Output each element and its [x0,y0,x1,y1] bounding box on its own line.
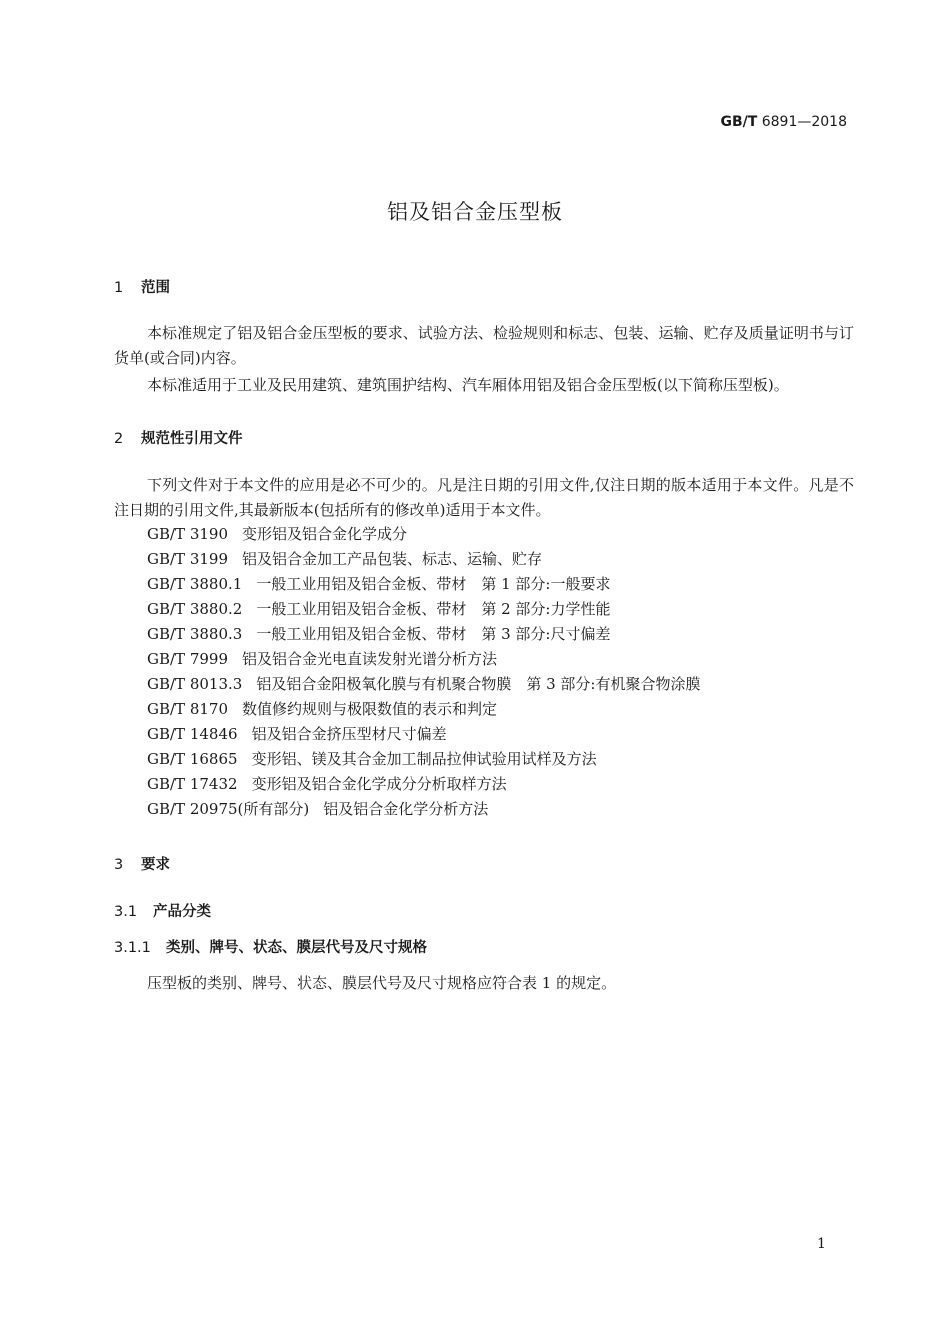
section-title: 范围 [141,280,170,296]
section-number: 1 [114,280,124,296]
reference-title: 铝及铝合金加工产品包装、标志、运输、贮存 [242,550,543,568]
reference-code: GB/T 3880.1 [147,575,243,593]
section-1-heading [114,276,170,297]
reference-item [147,648,497,669]
reference-code: GB/T 7999 [147,650,229,668]
reference-title: 变形铝、镁及其合金加工制品拉伸试验用试样及方法 [251,750,597,768]
reference-title: 一般工业用铝及铝合金板、带材 第 2 部分:力学性能 [256,600,611,618]
section-3-1-1-text: 压型板的类别、牌号、状态、膜层代号及尺寸规格应符合表 1 的规定。 [147,974,617,992]
reference-title: 数值修约规则与极限数值的表示和判定 [242,700,498,718]
section-number: 3.1 [114,904,138,920]
section-title: 规范性引用文件 [141,431,243,447]
reference-item [147,673,700,694]
reference-item [147,773,507,794]
reference-code: GB/T 3880.2 [147,600,243,618]
reference-title: 变形铝及铝合金化学成分 [242,525,408,543]
reference-code: GB/T 8013.3 [147,675,243,693]
section-3-1-heading [114,900,211,921]
reference-title: 变形铝及铝合金化学成分分析取样方法 [251,775,507,793]
reference-title: 铝及铝合金阳极氧化膜与有机聚合物膜 第 3 部分:有机聚合物涂膜 [256,675,701,693]
section-title: 产品分类 [153,904,211,920]
reference-item [147,723,447,744]
reference-code: GB/T 14846 [147,725,238,743]
reference-code: GB/T 3190 [147,525,229,543]
reference-title: 一般工业用铝及铝合金板、带材 第 1 部分:一般要求 [256,575,611,593]
reference-code: GB/T 20975(所有部分) [147,800,310,818]
reference-title: 一般工业用铝及铝合金板、带材 第 3 部分:尺寸偏差 [256,625,611,643]
document-title: 铝及铝合金压型板 [387,200,563,224]
section-2-intro: 下列文件对于本文件的应用是必不可少的。凡是注日期的引用文件,仅注日期的版本适用于本文件。凡是不注日期的引用文件,其最新版本(包括所有的修改单)适用于本文件。 [114,476,854,519]
reference-title: 铝及铝合金化学分析方法 [323,800,489,818]
reference-code: GB/T 17432 [147,775,238,793]
reference-item [147,623,610,644]
section-title: 要求 [141,857,170,873]
section-1-paragraph-2: 本标准适用于工业及民用建筑、建筑围护结构、汽车厢体用铝及铝合金压型板(以下简称压型板)。 [147,376,789,394]
section-number: 2 [114,431,124,447]
reference-item [147,798,488,819]
reference-item [147,748,597,769]
section-3-1-1-heading [114,936,427,957]
reference-item [147,573,610,594]
reference-item [147,548,542,569]
reference-item [147,598,610,619]
reference-code: GB/T 16865 [147,750,238,768]
section-number: 3 [114,857,124,873]
standard-prefix: GB/T [720,114,758,130]
reference-code: GB/T 3199 [147,550,229,568]
section-3-heading [114,853,170,874]
page-number: 1 [817,1236,826,1252]
standard-number: 6891—2018 [761,114,847,130]
section-number: 3.1.1 [114,940,151,956]
reference-code: GB/T 3880.3 [147,625,243,643]
reference-code: GB/T 8170 [147,700,229,718]
reference-item [147,698,497,719]
reference-title: 铝及铝合金光电直读发射光谱分析方法 [242,650,498,668]
section-title: 类别、牌号、状态、膜层代号及尺寸规格 [166,940,427,956]
section-2-heading [114,427,243,448]
reference-title: 铝及铝合金挤压型材尺寸偏差 [251,725,447,743]
standard-code [720,114,847,130]
reference-item [147,523,407,544]
section-1-paragraph-1: 本标准规定了铝及铝合金压型板的要求、试验方法、检验规则和标志、包装、运输、贮存及质量证明书与订货单(或合同)内容。 [114,324,854,367]
